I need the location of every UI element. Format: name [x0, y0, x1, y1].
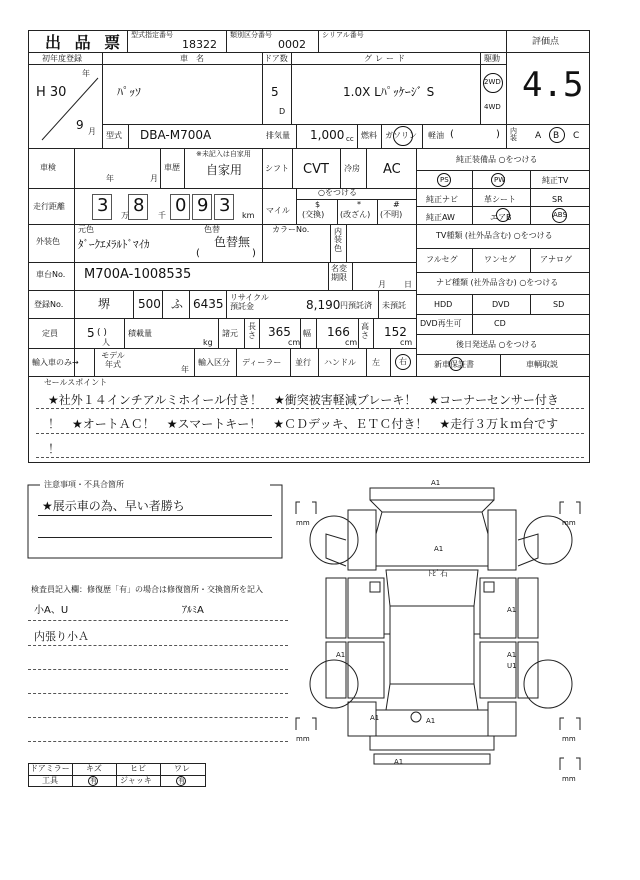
first-reg-era: H 30 — [36, 85, 67, 100]
nc-day-unit: 日 — [404, 280, 412, 289]
crack: ヒビ — [130, 764, 146, 773]
mileage-label: 走行距離 — [33, 202, 65, 211]
new-car-cert: 新車保証書 — [434, 360, 474, 369]
mark-a1-bumper: A1 — [394, 758, 404, 766]
first-reg-label: 初年度登録 — [42, 54, 82, 63]
inspector-line-2: 内張り小Ａ — [34, 630, 89, 643]
genuine-navi: 純正ナビ — [426, 195, 458, 204]
chassis-label: 車台No. — [36, 270, 66, 279]
dvd: DVD — [492, 300, 510, 309]
ac-label: 冷房 — [344, 164, 360, 173]
orig-color: ﾀﾞｰｸｴﾒﾗﾙﾄﾞﾏｲｶ — [78, 238, 150, 251]
interior-b: B — [553, 131, 560, 141]
reg-label: 登録No. — [34, 300, 64, 309]
unknown-symbol: # — [393, 200, 400, 209]
name-change-label: 名変期限 — [331, 264, 347, 282]
mm-fr: mm — [562, 519, 576, 527]
length-value: 365 — [268, 325, 291, 339]
capacity-paren: ( ) — [97, 328, 107, 338]
type-no: 18322 — [182, 38, 217, 51]
shaken-year-unit: 年 — [106, 174, 114, 183]
recycle-status: 円預託済 — [340, 301, 372, 310]
shaken-month-unit: 月 — [150, 174, 158, 183]
shift-label: シフト — [265, 164, 289, 173]
category-no: 0002 — [278, 38, 306, 51]
shift-value: CVT — [303, 162, 329, 177]
genuine-aw: 純正AW — [426, 213, 455, 222]
mark-a1-right-door: A1 — [507, 606, 517, 614]
height-label: 高さ — [361, 322, 369, 340]
length-unit: cm — [288, 338, 301, 347]
import-class-label: 輸入区分 — [198, 358, 230, 367]
car-name-label: 車 名 — [180, 54, 204, 63]
door-suffix: D — [279, 107, 286, 116]
nc-month-unit: 月 — [378, 280, 386, 289]
genuine-tv: 純正TV — [542, 176, 569, 185]
doors-label: ドア数 — [264, 54, 288, 63]
color-change: 色替無 — [214, 235, 251, 249]
interior-a: A — [535, 131, 542, 141]
sen-unit: 千 — [158, 211, 166, 220]
width-value: 166 — [327, 325, 350, 339]
analog: アナログ — [540, 255, 572, 264]
color-label: 外装色 — [36, 237, 60, 246]
mark-a1-right-rear: A1 — [507, 651, 517, 659]
tools-have: 有 — [90, 777, 97, 785]
fuel-diesel: 軽油 — [428, 131, 444, 140]
break: ワレ — [174, 764, 190, 773]
fullseg: フルセグ — [426, 255, 458, 264]
mm-spare: mm — [562, 775, 576, 783]
width-label: 幅 — [303, 329, 311, 338]
recycle-amount: 8,190 — [306, 298, 341, 312]
airbag: エアB — [490, 213, 512, 222]
leather-seat: 革シート — [484, 195, 516, 204]
cd: CD — [494, 319, 506, 328]
door-mirror: ドアミラー — [30, 764, 70, 773]
kg-unit: kg — [203, 338, 213, 347]
cc-label: 排気量 — [266, 131, 290, 140]
interior-c: C — [573, 131, 580, 141]
sales-line-2: ！ ★オートＡＣ！ ★スマートキー！ ★ＣＤデッキ、ＥＴＣ付き！ ★走行３万ｋｍ台です — [48, 417, 559, 431]
manual: 車輌取説 — [526, 360, 558, 369]
altered-label: (改ざん) — [340, 210, 371, 219]
drive-2wd: 2WD — [484, 78, 501, 86]
cc-value: 1,000 — [310, 128, 345, 142]
dealer-label: ディーラー — [242, 358, 282, 367]
recycle-label: リサイクル預託金 — [230, 293, 269, 311]
width-unit: cm — [345, 338, 358, 347]
pw: PW — [494, 176, 506, 184]
mileage-digit: 8 — [133, 195, 145, 216]
scratch: キズ — [86, 764, 102, 773]
km-unit: km — [242, 211, 255, 220]
altered-symbol: * — [357, 200, 361, 209]
navi-title: ナビ種類 (社外品含む) ○をつける — [436, 278, 559, 287]
reg-number: 6435 — [193, 297, 224, 311]
exchange-label: (交換) — [302, 210, 325, 219]
reg-class: 500 — [138, 297, 161, 311]
model-year-label: モデル年式 — [101, 351, 125, 369]
mileage-digit: 3 — [219, 195, 231, 216]
form-title: 出 品 票 — [45, 33, 125, 52]
sales-line-3: ！ — [48, 442, 61, 456]
person-unit: 人 — [102, 338, 110, 347]
right-label: 右 — [399, 357, 407, 366]
unknown-label: (不明) — [380, 210, 403, 219]
mark-u-right: U1 — [507, 662, 517, 670]
mark-a1-left-rear: A1 — [370, 714, 380, 722]
import-only-label: 輸入車のみ→ — [32, 358, 79, 367]
reg-area: 堺 — [98, 297, 111, 311]
orig-color-label: 元色 — [78, 225, 94, 234]
type-no-label: 型式指定番号 — [131, 31, 173, 39]
serial-label: シリアル番号 — [322, 31, 364, 39]
circle-note: ○をつける — [318, 188, 357, 197]
grade-label: グレード — [364, 54, 408, 63]
mileage-digit: 9 — [197, 195, 209, 216]
mm-rr: mm — [562, 735, 576, 743]
fuel-gas: ガソリン — [385, 131, 417, 140]
mark-stone: ﾄﾋﾞ石 — [428, 569, 448, 578]
oneseg: ワンセグ — [484, 255, 516, 264]
man-unit: 万 — [121, 211, 129, 220]
handle-label: ハンドル — [324, 358, 356, 367]
left-label: 左 — [372, 358, 380, 367]
genuine-title: 純正装備品 ○をつける — [456, 155, 538, 164]
mark-a1-rear: A1 — [426, 717, 436, 725]
drive-label: 駆動 — [484, 54, 500, 63]
import-year-unit: 年 — [181, 365, 189, 374]
inspector-label: 検査員記入欄：修復歴「有」の場合は修復箇所・交換箇所を記入 — [31, 585, 263, 594]
score-value: 4.5 — [522, 65, 584, 105]
jack-have: 有 — [178, 777, 185, 785]
model-value: DBA-M700A — [140, 128, 212, 142]
history-value: 自家用 — [206, 163, 243, 177]
hdd: HDD — [434, 300, 453, 309]
caution-box-outline — [26, 480, 284, 560]
first-reg-month: 9 — [76, 118, 84, 132]
mark-a1-left-pillar: A1 — [336, 651, 346, 659]
exchange-symbol: $ — [315, 200, 321, 209]
grade-value: 1.0X Lﾊﾟｯｹｰｼﾞ S — [343, 85, 435, 99]
mile-label: マイル — [266, 206, 290, 215]
doors-value: 5 — [271, 85, 279, 99]
inspector-line-1a: 小A、U — [34, 605, 69, 616]
month-unit: 月 — [88, 127, 96, 136]
sales-label: セールスポイント — [44, 378, 108, 387]
mark-a1-hood: A1 — [434, 545, 444, 553]
capacity-label: 定員 — [42, 329, 58, 338]
ac-value: AC — [383, 162, 401, 177]
mm-rl: mm — [296, 735, 310, 743]
color-change-label: 色替 — [204, 225, 220, 234]
caution-label: 注意事項・不具合箇所 — [44, 480, 124, 489]
sd: SD — [553, 300, 565, 309]
not-deposited: 未預託 — [382, 301, 406, 310]
color-no-label: カラーNo. — [272, 225, 310, 234]
model-label: 型式 — [106, 131, 122, 140]
tools: 工具 — [42, 776, 58, 785]
height-value: 152 — [384, 325, 407, 339]
sunroof: SR — [552, 195, 563, 204]
length-label: 長さ — [248, 322, 256, 340]
shaken-label: 車検 — [40, 163, 56, 172]
history-label: 車歴 — [164, 163, 180, 172]
mileage-digit: 3 — [97, 195, 109, 216]
capacity-value: 5 — [87, 326, 95, 340]
abs: ABS — [553, 211, 567, 219]
parallel-label: 並行 — [295, 358, 311, 367]
inspector-line-1b: ｱﾙﾐA — [182, 605, 204, 616]
sales-line-1: ★社外１４インチアルミホイール付き！ ★衝突被害軽減ブレーキ！ ★コーナーセンサー付き — [48, 393, 559, 407]
category-label: 類別区分番号 — [230, 31, 272, 39]
score-label: 評価点 — [532, 37, 560, 47]
interior-label: 内装 — [510, 127, 517, 142]
interior-color-label: 内装色 — [334, 227, 342, 253]
cc-unit: cc — [346, 135, 354, 143]
car-damage-diagram — [286, 474, 596, 814]
size-label: 諸元 — [222, 329, 238, 338]
jack: ジャッキ — [120, 776, 152, 785]
history-note: ※未記入は自家用 — [196, 150, 251, 158]
year-unit: 年 — [82, 69, 90, 78]
height-unit: cm — [400, 338, 413, 347]
car-name: ﾊﾟｯｿ — [117, 85, 142, 99]
mm-fl: mm — [296, 519, 310, 527]
fuel-label: 燃料 — [361, 131, 377, 140]
mark-a1-front: A1 — [431, 479, 441, 487]
dvd-play: DVD再生可 — [420, 319, 462, 328]
chassis-value: M700A-1008535 — [84, 267, 192, 282]
later-title: 後日発送品 ○をつける — [456, 340, 538, 349]
load-label: 積載量 — [128, 329, 152, 338]
ps: PS — [440, 176, 449, 184]
mileage-digit: 0 — [175, 195, 187, 216]
caution-text: ★展示車の為、早い者勝ち — [42, 499, 185, 513]
tv-title: TV種類 (社外品含む) ○をつける — [436, 231, 553, 240]
reg-kana: ふ — [171, 297, 184, 311]
drive-4wd: 4WD — [484, 103, 501, 111]
